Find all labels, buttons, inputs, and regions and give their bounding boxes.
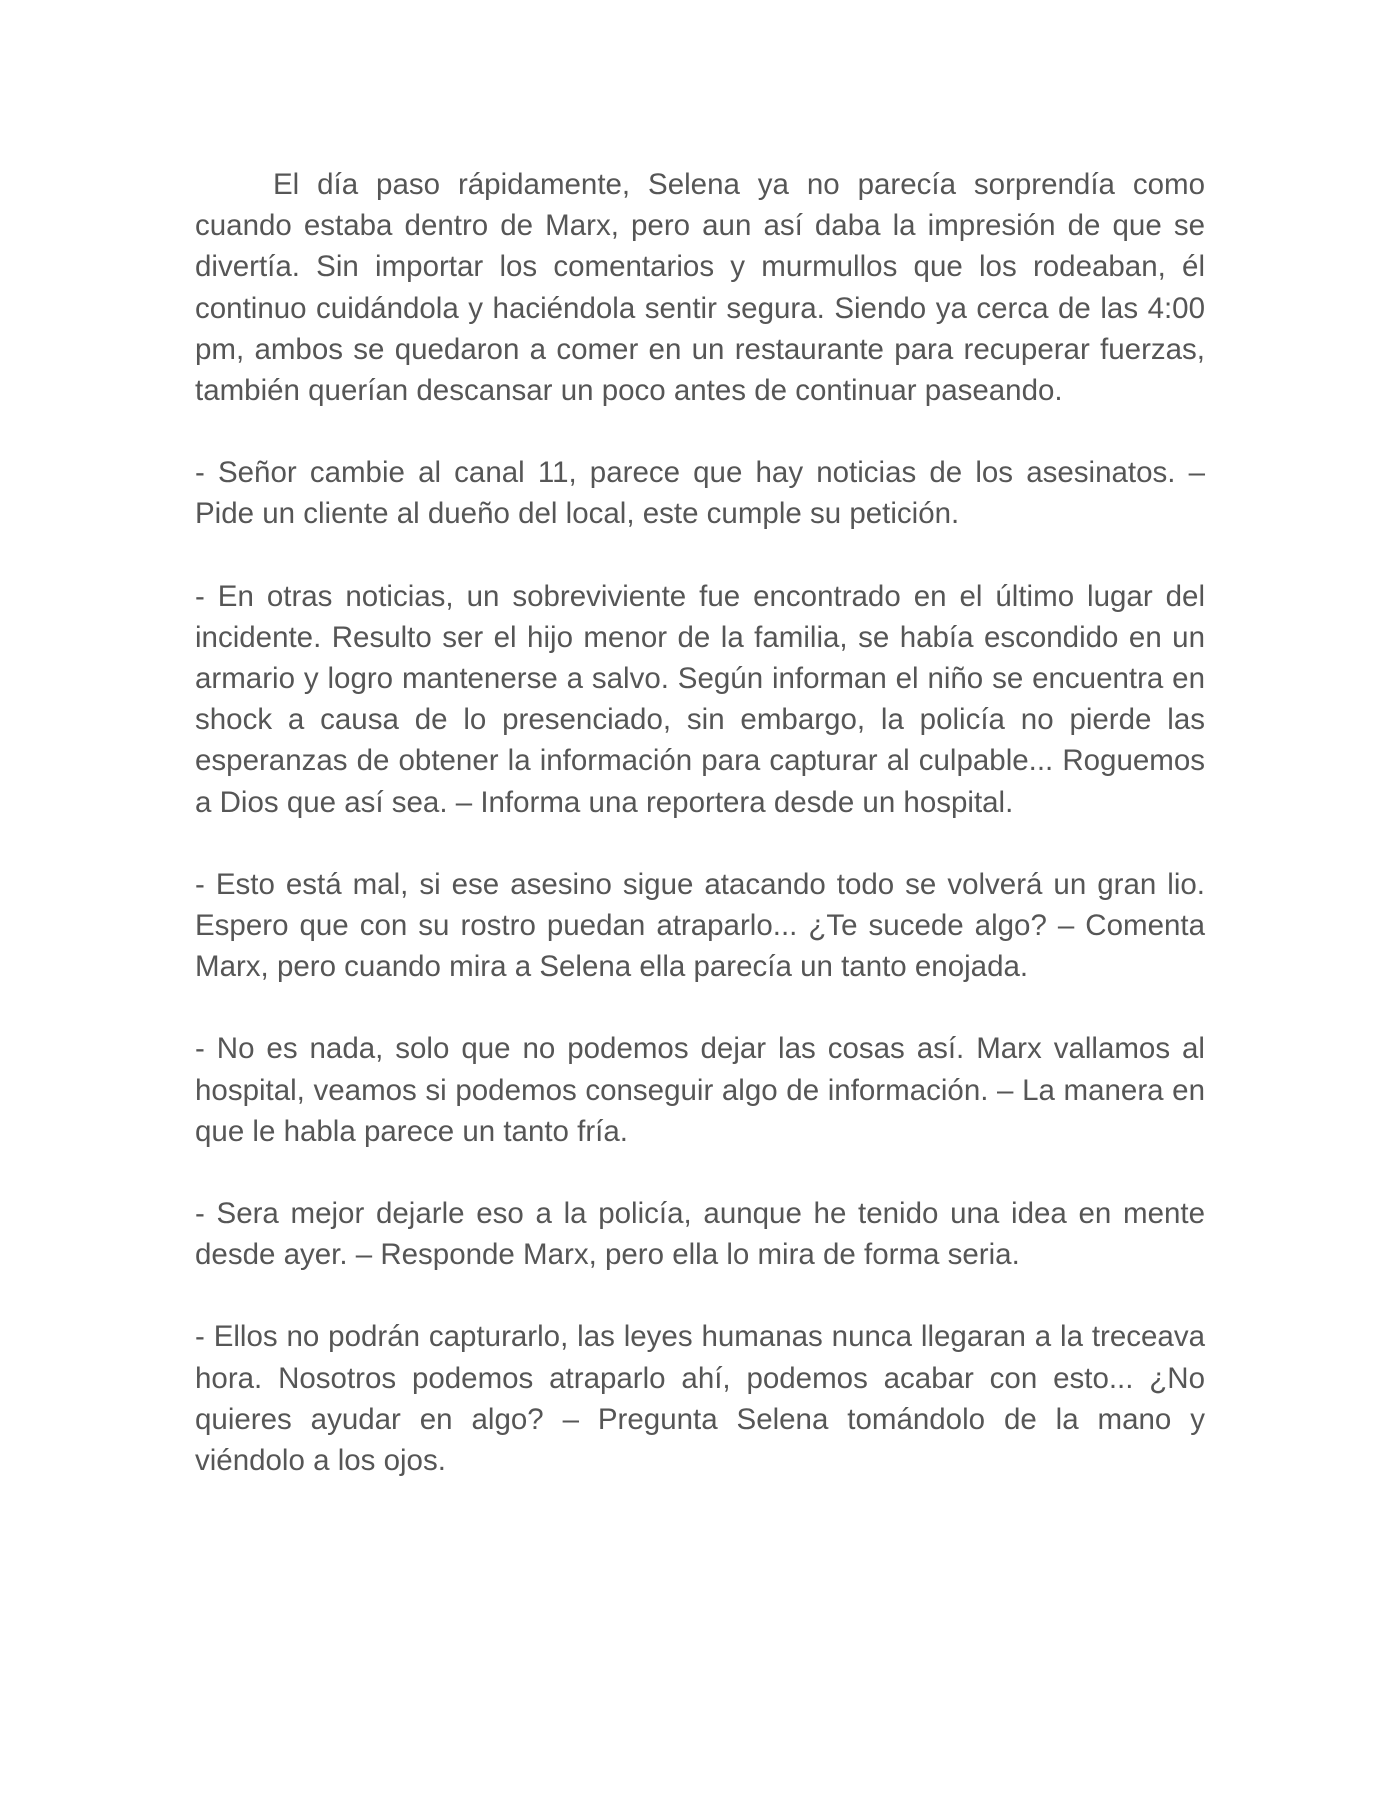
document-body xyxy=(195,164,1205,1522)
paragraph-dialogue: - Ellos no podrán capturarlo, las leyes humanas nunca llegaran a la treceava hora. Nosotros podemos atraparlo ahí, podemos acabar con esto... ¿No quieres ayudar en algo? – Pregunta Selena tomándolo de la mano y viéndolo a los ojos. xyxy=(195,1320,1205,1478)
paragraph-dialogue: - Sera mejor dejarle eso a la policía, aunque he tenido una idea en mente desde ayer. – Responde Marx, pero ella lo mira de forma seria. xyxy=(195,1197,1205,1272)
paragraph-dialogue: - En otras noticias, un sobreviviente fue encontrado en el último lugar del incidente. Resulto ser el hijo menor de la familia, se había escondido en un armario y logro mantenerse a salvo. Según informan el niño se encuentra en shock a causa de lo presenciado, sin embargo, la policía no pierde las esperanzas de obtener la información para capturar al culpable... Roguemos a Dios que así sea. – Informa una reportera desde un hospital. xyxy=(195,579,1205,819)
paragraph-narration: El día paso rápidamente, Selena ya no parecía sorprendía como cuando estaba dentro de Marx, pero aun así daba la impresión de que se divertía. Sin importar los comentarios y murmullos que los rodeaban, él continuo cuidándola y haciéndola sentir segura. Siendo ya cerca de las 4:00 pm, ambos se quedaron a comer en un restaurante para recuperar fuerzas, también querían descansar un poco antes de continuar paseando. xyxy=(195,168,1205,408)
paragraph-dialogue: - Señor cambie al canal 11, parece que hay noticias de los asesinatos. – Pide un cliente al dueño del local, este cumple su petición. xyxy=(195,456,1205,531)
paragraph-dialogue: - Esto está mal, si ese asesino sigue atacando todo se volverá un gran lio. Espero que con su rostro puedan atraparlo... ¿Te sucede algo? – Comenta Marx, pero cuando mira a Selena ella parecía un tanto enojada. xyxy=(195,867,1205,984)
paragraph-dialogue: - No es nada, solo que no podemos dejar las cosas así. Marx vallamos al hospital, veamos si podemos conseguir algo de información. – La manera en que le habla parece un tanto fría. xyxy=(195,1032,1205,1148)
